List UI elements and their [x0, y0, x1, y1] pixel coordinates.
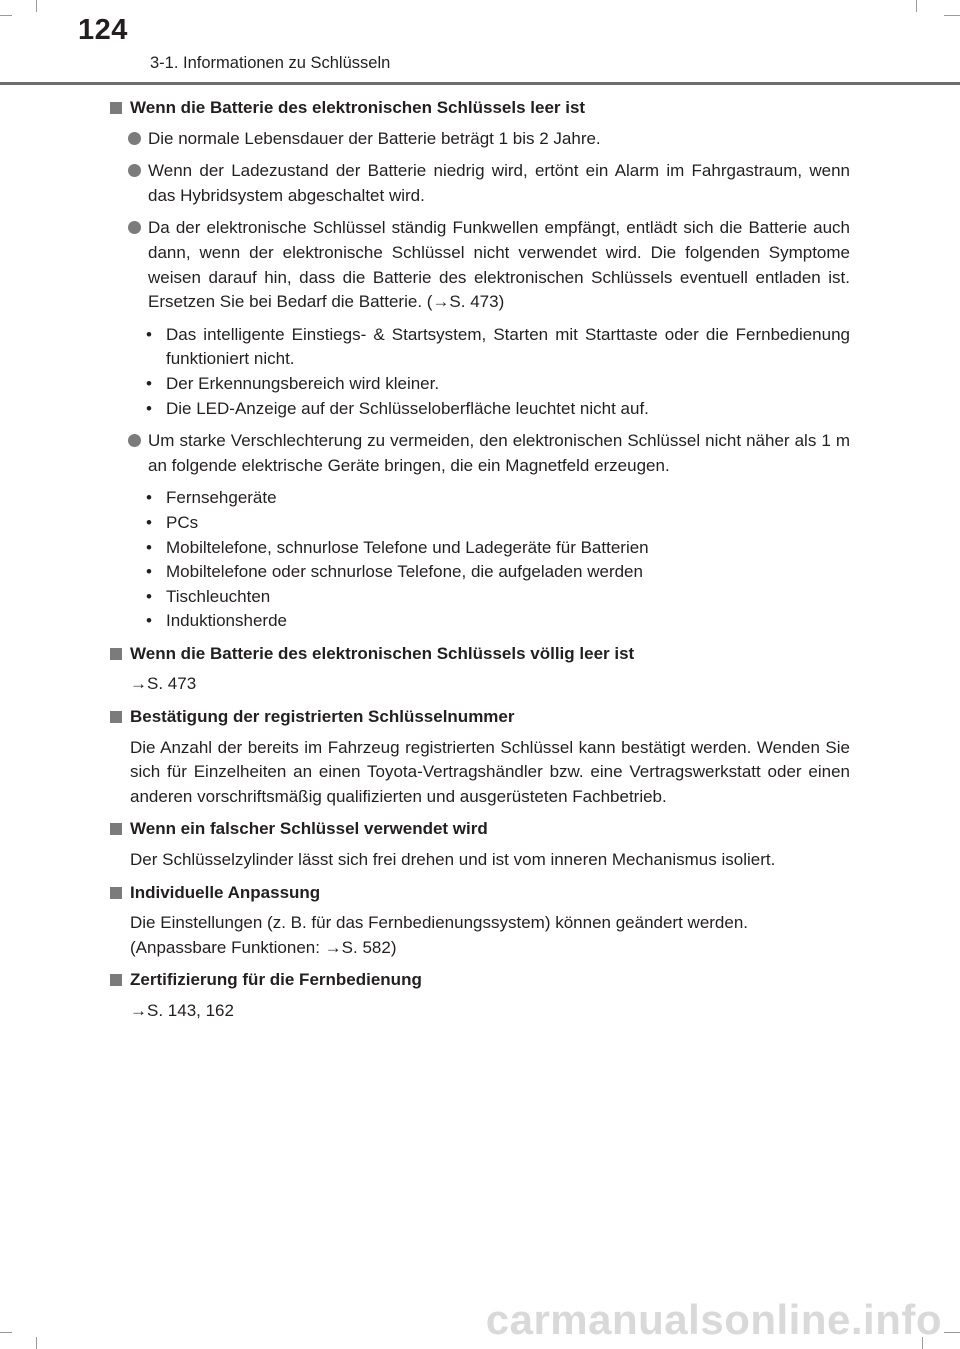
square-bullet-icon	[110, 887, 122, 899]
dot-text: Wenn der Ladezustand der Batterie niedrig wird, ertönt ein Alarm im Fahrgastraum, wenn das Hybridsystem abgeschaltet wird.	[148, 161, 850, 205]
heading-text: Bestätigung der registrierten Schlüsselnummer	[130, 707, 515, 727]
section-title: 3-1. Informationen zu Schlüsseln	[150, 54, 391, 72]
paragraph-line: Die Einstellungen (z. B. für das Fernbedienungssystem) können geändert werden.	[130, 913, 749, 933]
heading-text: Wenn die Batterie des elektronischen Schlüssels völlig leer ist	[130, 643, 635, 663]
bullet-list	[108, 486, 850, 634]
section-heading	[108, 705, 850, 730]
header-rule	[0, 82, 960, 85]
paragraph-line: (Anpassbare Funktionen: →S. 582)	[130, 937, 397, 957]
section-heading	[108, 968, 850, 993]
crop-mark	[0, 1332, 12, 1333]
dot-item	[108, 159, 850, 208]
list-item: • Tischleuchten	[146, 586, 271, 606]
dot-item	[108, 429, 850, 478]
paragraph: →S. 473	[130, 674, 197, 694]
circle-bullet-icon	[128, 221, 141, 234]
square-bullet-icon	[110, 711, 122, 723]
bullet-list	[108, 323, 850, 421]
dot-text: Die normale Lebensdauer der Batterie beträgt 1 bis 2 Jahre.	[148, 128, 601, 148]
crop-mark	[36, 1337, 37, 1349]
circle-bullet-icon	[128, 434, 141, 447]
page-content	[108, 96, 850, 1032]
page-header	[0, 0, 960, 90]
dot-item	[108, 127, 850, 152]
watermark: carmanualsonline.info	[485, 1296, 942, 1343]
section-heading	[108, 96, 850, 121]
list-item: • Mobiltelefone, schnurlose Telefone und Ladegeräte für Batterien	[146, 537, 649, 557]
list-item: • Mobiltelefone oder schnurlose Telefone, die aufgeladen werden	[146, 562, 643, 582]
list-item: • Das intelligente Einstiegs- & Startsystem, Starten mit Starttaste oder die Fernbedienung funktioniert nicht.	[146, 324, 850, 369]
section-heading	[108, 642, 850, 667]
square-bullet-icon	[110, 648, 122, 660]
square-bullet-icon	[110, 974, 122, 986]
dot-text: Da der elektronische Schlüssel ständig Funkwellen empfängt, entlädt sich die Batterie auch dann, wenn der elektronische Schlüssel nicht verwendet wird. Die folgenden Symptome weisen darauf hin, dass die Batterie des elektronischen Schlüssels eventuell entladen ist. Ersetzen Sie bei Bedarf die Batterie. (→S. 473)	[148, 218, 850, 312]
crop-mark	[944, 1332, 960, 1333]
heading-text: Zertifizierung für die Fernbedienung	[130, 970, 422, 990]
paragraph: →S. 143, 162	[130, 1001, 234, 1020]
heading-text: Individuelle Anpassung	[130, 882, 321, 902]
paragraph	[108, 911, 850, 960]
heading-text: Wenn ein falscher Schlüssel verwendet wird	[130, 819, 488, 839]
list-item: • Der Erkennungsbereich wird kleiner.	[146, 373, 440, 393]
list-item: • PCs	[146, 512, 199, 532]
square-bullet-icon	[110, 823, 122, 835]
section-heading	[108, 881, 850, 906]
paragraph: Die Anzahl der bereits im Fahrzeug registrierten Schlüssel kann bestätigt werden. Wenden Sie sich für Einzelheiten an einen Toyota-Vertragshändler bzw. eine Vertragswerkstatt oder einen anderen vorschriftsmäßig qualifizierten und ausgerüsteten Fachbetrieb.	[130, 737, 850, 806]
page-number: 124	[78, 14, 128, 46]
list-item: • Fernsehgeräte	[146, 488, 277, 508]
list-item: • Induktionsherde	[146, 611, 287, 631]
paragraph: Der Schlüsselzylinder lässt sich frei drehen und ist vom inneren Mechanismus isoliert.	[130, 850, 776, 870]
list-item: • Die LED-Anzeige auf der Schlüsseloberfläche leuchtet nicht auf.	[146, 398, 649, 418]
square-bullet-icon	[110, 102, 122, 114]
dot-text: Um starke Verschlechterung zu vermeiden, den elektronischen Schlüssel nicht näher als 1 m an folgende elektrische Geräte bringen, die ein Magnetfeld erzeugen.	[148, 431, 850, 475]
heading-text: Wenn die Batterie des elektronischen Schlüssels leer ist	[130, 98, 586, 117]
dot-item	[108, 216, 850, 314]
circle-bullet-icon	[128, 132, 141, 145]
circle-bullet-icon	[128, 164, 141, 177]
section-heading	[108, 817, 850, 842]
